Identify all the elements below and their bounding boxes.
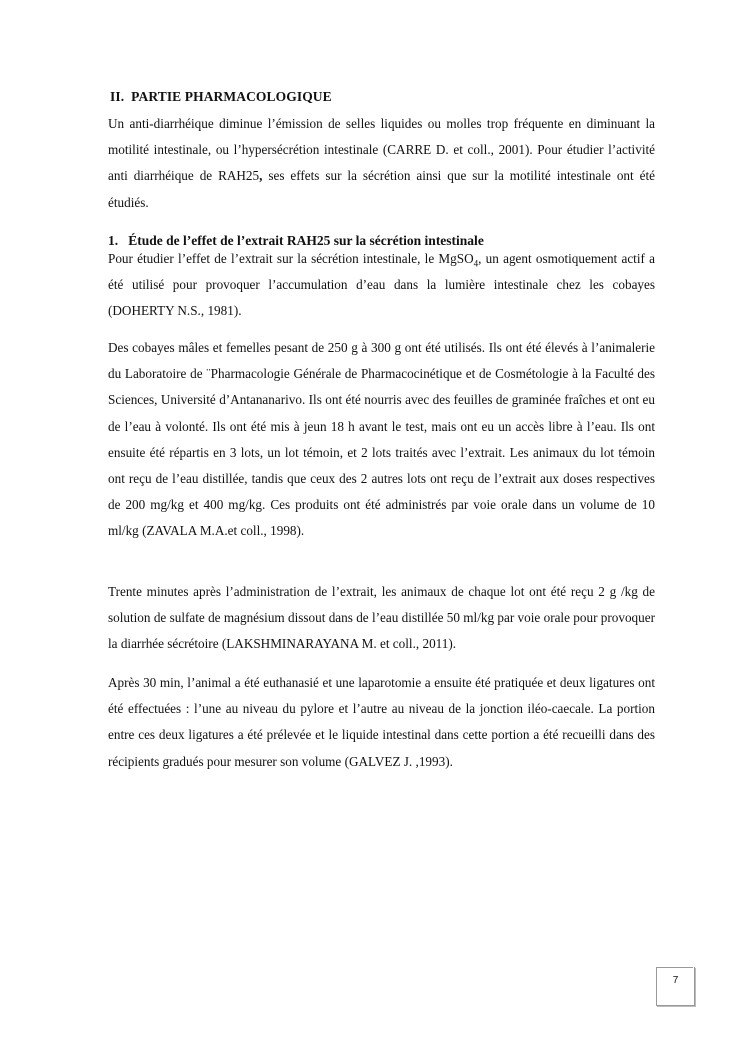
page-number: 7: [672, 975, 679, 986]
intro-text-a: Un anti-diarrhéique diminue l’émission de selles liquides ou molles trop fréquente en diminuant la motilité intestinale, ou l’hypersécrétion intestinale (CARRE D. et coll., 2001). Pour étudier l’activité anti diarrhéique de RAH25: [108, 116, 655, 184]
intro-comma: ,: [259, 168, 263, 184]
section-title: PARTIE PHARMACOLOGIQUE: [131, 89, 332, 104]
animals-paragraph: Des cobayes mâles et femelles pesant de 250 g à 300 g ont été utilisés. Ils ont été élevés à l’animalerie du Laboratoire de ¨Pharmacologie Générale de Pharmacocinétique et de Cosmétologie à la Faculté des Sciences, Université d’Antananarivo. Ils ont été nourris avec des feuilles de graminée fraîches et ont eu de l’eau à volonté. Ils ont été mis à jeun 18 h avant le test, mais ont eu un accès libre à l’eau. Ils ont ensuite été répartis en 3 lots, un lot témoin, et 2 lots traités avec l’extrait. Les animaux du lot témoin ont reçu de l’eau distillée, tandis que ceux des 2 autres lots ont reçu de l’extrait aux doses respectives de 200 mg/kg et 400 mg/kg. Ces produits ont été administrés par voie orale dans un volume de 10 ml/kg (ZAVALA M.A.et coll., 1998).: [108, 340, 655, 539]
method-text-b: , un agent osmotiquement actif a été utilisé pour provoquer l’accumulation d’eau dans la lumière intestinale chez les cobayes (DOHERTY N.S., 1981).: [108, 251, 655, 319]
method-text-a: Pour étudier l’effet de l’extrait sur la sécrétion intestinale, le MgSO: [108, 251, 474, 266]
section-number: II.: [110, 89, 125, 104]
page-number-box: [656, 967, 695, 1006]
section-heading: [110, 89, 332, 105]
intro-paragraph: [108, 111, 655, 216]
procedure-paragraph: Après 30 min, l’animal a été euthanasié et une laparotomie a ensuite été pratiquée et deux ligatures ont été effectuées : l’une au niveau du pylore et l’autre au niveau de la jonction iléo-caecale. La portion entre ces deux ligatures a été prélevée et le liquide intestinal dans cette portion a été recueilli dans des récipients gradués pour mesurer son volume (GALVEZ J. ,1993).: [108, 675, 655, 769]
subsection-number: 1.: [108, 233, 119, 248]
method-paragraph: [108, 246, 655, 325]
administration-paragraph: Trente minutes après l’administration de l’extrait, les animaux de chaque lot ont été reçu 2 g /kg de solution de sulfate de magnésium dissout dans de l’eau distillée 50 ml/kg par voie orale pour provoquer la diarrhée sécrétoire (LAKSHMINARAYANA M. et coll., 2011).: [108, 584, 655, 652]
mgso4-subscript: 4: [473, 258, 479, 269]
intro-text-b: ses effets sur la sécrétion ainsi que sur la motilité intestinale ont été étudiés.: [108, 168, 655, 210]
subsection-title: Étude de l’effet de l’extrait RAH25 sur la sécrétion intestinale: [128, 233, 484, 248]
